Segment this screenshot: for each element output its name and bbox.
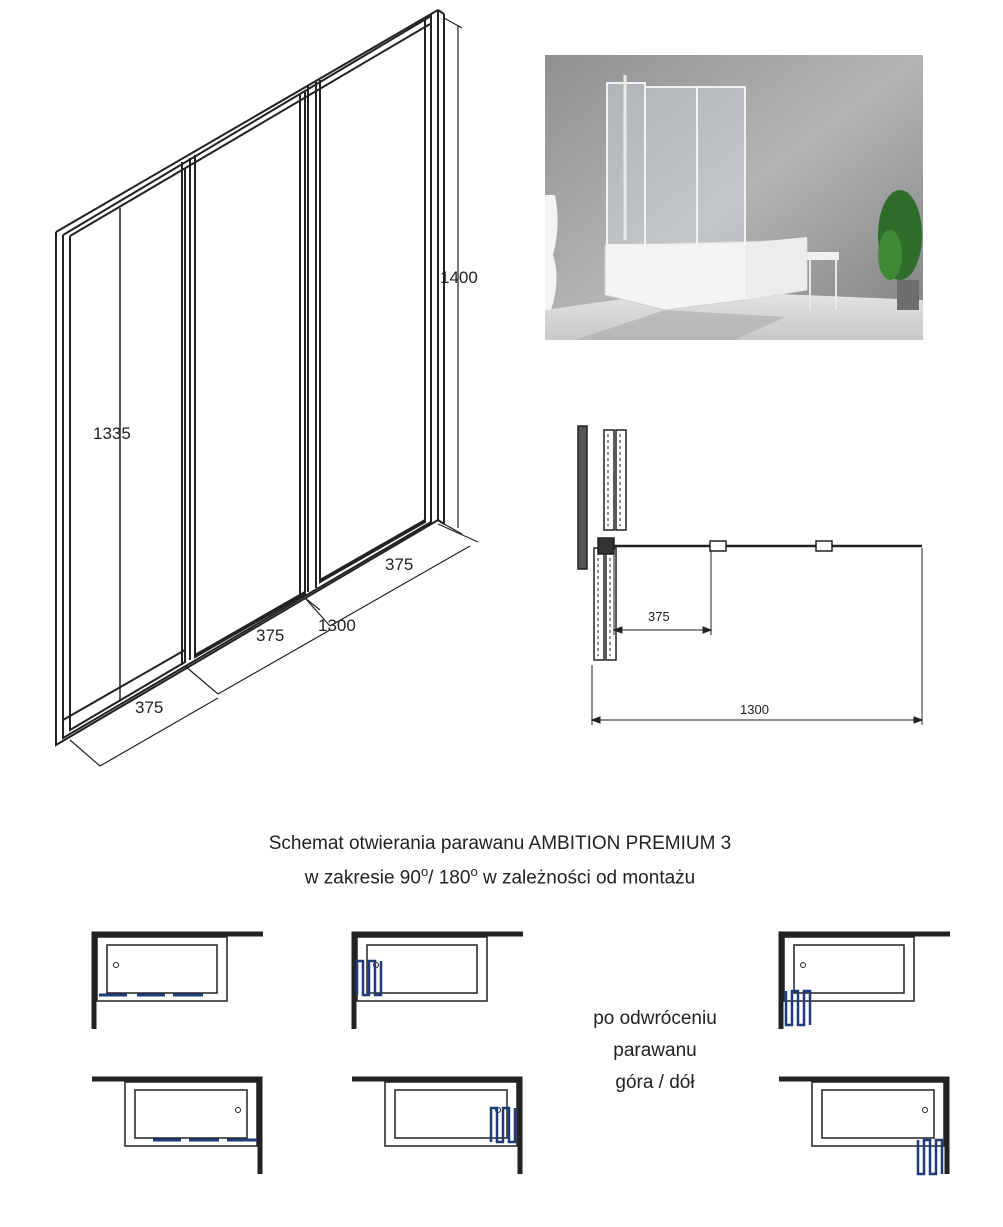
- plan-view-drawing: [570, 420, 940, 740]
- dim-height-total: 1400: [440, 268, 478, 287]
- isometric-screen-drawing: [0, 0, 520, 790]
- caption-line-1: Schemat otwierania parawanu AMBITION PREMIUM 3: [268, 833, 732, 854]
- dim-panel-width-1: 375: [135, 698, 164, 717]
- plan-dim-width-total: 1300: [740, 702, 769, 717]
- dim-width-total: 1300: [318, 616, 356, 635]
- dim-panel-width-2: 375: [256, 626, 285, 645]
- dim-height-panel: 1335: [93, 424, 131, 443]
- scheme-3: [772, 925, 957, 1035]
- scheme-2: [345, 925, 530, 1035]
- dim-panel-width-3: 375: [385, 555, 414, 574]
- note-line-2: parawanu: [613, 1040, 697, 1061]
- scheme-5: [345, 1070, 530, 1180]
- scheme-4: [85, 1070, 270, 1180]
- note-line-1: po odwróceniu: [593, 1008, 717, 1029]
- reversal-note: [560, 1003, 750, 1099]
- scheme-6: [772, 1070, 957, 1180]
- bathroom-photo: [545, 55, 923, 340]
- scheme-1: [85, 925, 270, 1035]
- caption: [150, 830, 850, 892]
- caption-line-2: w zakresie 90$^o$/ 180$^o$ w zależności od montażu: [304, 864, 696, 889]
- plan-dim-panel-width: 375: [648, 609, 670, 624]
- note-line-3: góra / dół: [615, 1072, 695, 1093]
